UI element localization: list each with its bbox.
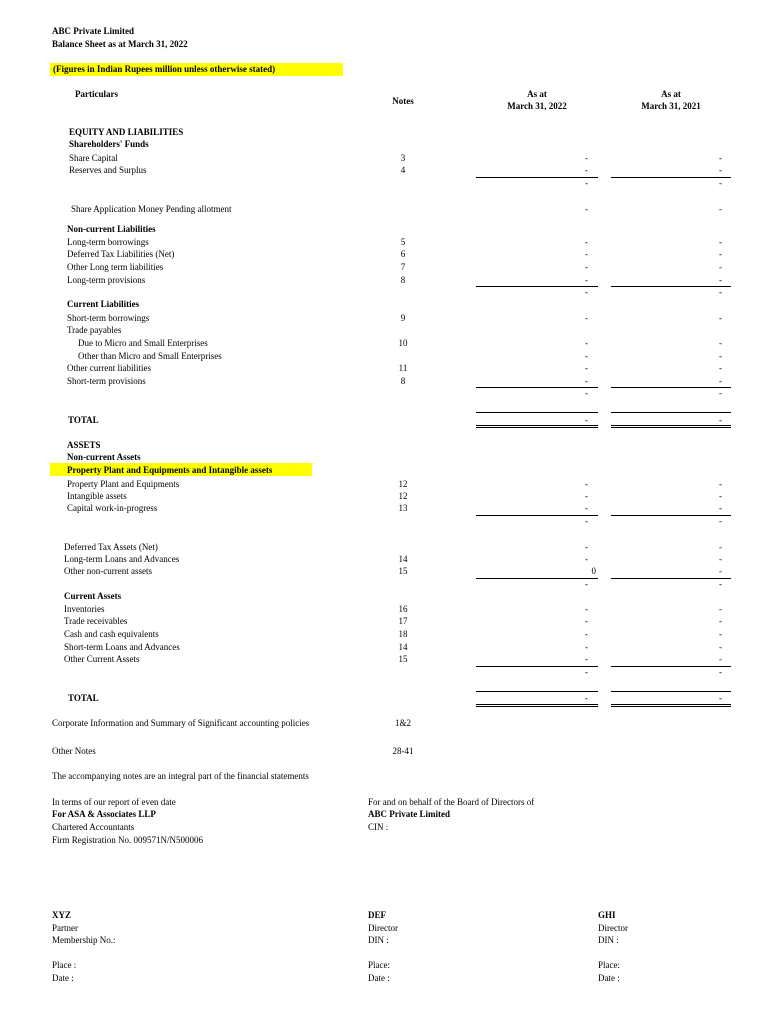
- rule-total-assets-dbl1-2021: [611, 704, 731, 705]
- share-app-money-label: Share Application Money Pending allotment: [71, 204, 232, 214]
- trade-receivables-label: Trade receivables: [64, 616, 128, 626]
- other-lt-liab-label: Other Long term liabilities: [67, 262, 164, 272]
- noncurrent-liabilities-heading: Non-current Liabilities: [67, 224, 156, 234]
- other-notes-note: 28-41: [392, 746, 414, 756]
- col-2022-line2: March 31, 2022: [507, 101, 567, 111]
- rule-total-assets-dbl2-2021: [611, 706, 731, 707]
- signatory-def-name: DEF: [368, 910, 386, 920]
- col-notes: Notes: [392, 96, 414, 106]
- signatory-ghi-id: DIN :: [598, 935, 619, 945]
- rule-total-liab-dbl2-2021: [611, 427, 731, 428]
- share-capital-label: Share Capital: [69, 153, 118, 163]
- auditor-firm: For ASA & Associates LLP: [52, 809, 156, 819]
- shareholders-subtotal-2021: -: [719, 178, 722, 188]
- other-nc-assets-label: Other non-current assets: [64, 566, 152, 576]
- board-statement: For and on behalf of the Board of Directors of: [368, 797, 535, 807]
- deferred-tax-liab-note: 6: [400, 249, 406, 259]
- current-liabilities-heading: Current Liabilities: [67, 299, 140, 309]
- signatory-ghi-place: Place:: [598, 960, 620, 970]
- signatory-def-role: Director: [368, 923, 398, 933]
- cwip-label: Capital work-in-progress: [67, 503, 158, 513]
- current-liab-subtotal-2021: -: [719, 388, 722, 398]
- ppe-subtotal-2022: -: [585, 516, 588, 526]
- total-assets-2021: -: [719, 693, 722, 703]
- other-lt-liab-2021: -: [719, 262, 722, 272]
- signatory-def-place: Place:: [368, 960, 390, 970]
- current-assets-heading: Current Assets: [64, 591, 122, 601]
- st-borrowings-label: Short-term borrowings: [67, 313, 150, 323]
- signatory-ghi-name: GHI: [598, 910, 616, 920]
- trade-payables-label: Trade payables: [67, 325, 122, 335]
- current-assets-subtotal-2022: -: [585, 667, 588, 677]
- due-msme-note: 10: [398, 338, 408, 348]
- signatory-ghi-role: Director: [598, 923, 628, 933]
- col-particulars: Particulars: [75, 89, 118, 99]
- total-assets-2022: -: [585, 693, 588, 703]
- signatory-xyz-place: Place :: [52, 960, 77, 970]
- lt-provisions-label: Long-term provisions: [67, 275, 146, 285]
- deferred-tax-assets-2021: -: [719, 542, 722, 552]
- corp-info-label: Corporate Information and Summary of Significant accounting policies: [52, 718, 310, 728]
- report-reference: In terms of our report of even date: [52, 797, 176, 807]
- rule-total-assets-top-2022: [476, 691, 598, 692]
- other-than-msme-label: Other than Micro and Small Enterprises: [78, 351, 222, 361]
- st-provisions-note: 8: [400, 376, 406, 386]
- figures-note: (Figures in Indian Rupees million unless otherwise stated): [53, 64, 276, 74]
- st-borrowings-note: 9: [400, 313, 406, 323]
- col-2022-line1: As at: [527, 89, 547, 99]
- other-current-liab-label: Other current liabilities: [67, 363, 151, 373]
- inventories-2021: -: [719, 604, 722, 614]
- corp-info-note: 1&2: [394, 718, 411, 728]
- deferred-tax-assets-label: Deferred Tax Assets (Net): [64, 542, 158, 552]
- cin-label: CIN :: [368, 822, 389, 832]
- share-capital-note: 3: [400, 153, 406, 163]
- cash-label: Cash and cash equivalents: [64, 629, 159, 639]
- ppe-2022: -: [585, 479, 588, 489]
- share-app-money-2021: -: [719, 204, 722, 214]
- deferred-tax-liab-label: Deferred Tax Liabilities (Net): [67, 249, 175, 259]
- reserves-2021: -: [719, 165, 722, 175]
- other-current-assets-note: 15: [398, 654, 408, 664]
- company-name: ABC Private Limited: [52, 26, 134, 36]
- share-app-money-2022: -: [585, 204, 588, 214]
- shareholders-funds-heading: Shareholders' Funds: [69, 139, 149, 149]
- lt-loans-2022: -: [585, 554, 588, 564]
- reserves-label: Reserves and Surplus: [69, 165, 147, 175]
- lt-provisions-2021: -: [719, 275, 722, 285]
- st-borrowings-2021: -: [719, 313, 722, 323]
- current-liab-subtotal-2022: -: [585, 388, 588, 398]
- signatory-xyz-id: Membership No.:: [52, 935, 116, 945]
- rule-total-liab-dbl1-2021: [611, 425, 731, 426]
- lt-borrowings-note: 5: [400, 237, 406, 247]
- st-loans-2021: -: [719, 642, 722, 652]
- current-assets-subtotal-2021: -: [719, 667, 722, 677]
- cash-note: 18: [398, 629, 408, 639]
- noncurrent-liab-subtotal-2021: -: [719, 287, 722, 297]
- noncurrent-assets-subtotal-2021: -: [719, 579, 722, 589]
- other-nc-assets-2021: -: [719, 566, 722, 576]
- board-company: ABC Private Limited: [368, 809, 450, 819]
- other-lt-liab-note: 7: [400, 262, 406, 272]
- noncurrent-liab-subtotal-2022: -: [585, 287, 588, 297]
- rule-total-liab-top-2021: [611, 412, 731, 413]
- st-provisions-label: Short-term provisions: [67, 376, 146, 386]
- ppe-heading: Property Plant and Equipments and Intangible assets: [67, 465, 273, 475]
- signatory-ghi-date: Date :: [598, 973, 620, 983]
- intangible-2021: -: [719, 491, 722, 501]
- total-assets-label: TOTAL: [68, 693, 99, 703]
- ppe-subtotal-2021: -: [719, 516, 722, 526]
- st-loans-note: 14: [398, 642, 408, 652]
- col-2021-line1: As at: [661, 89, 681, 99]
- reserves-note: 4: [400, 165, 406, 175]
- lt-provisions-2022: -: [585, 275, 588, 285]
- due-msme-2021: -: [719, 338, 722, 348]
- trade-receivables-2022: -: [585, 616, 588, 626]
- rule-total-assets-dbl1-2022: [476, 704, 598, 705]
- inventories-label: Inventories: [64, 604, 105, 614]
- due-msme-2022: -: [585, 338, 588, 348]
- trade-receivables-note: 17: [398, 616, 408, 626]
- other-current-assets-label: Other Current Assets: [64, 654, 140, 664]
- ppe-note: 12: [398, 479, 408, 489]
- lt-loans-label: Long-term Loans and Advances: [64, 554, 180, 564]
- cwip-2021: -: [719, 503, 722, 513]
- intangible-2022: -: [585, 491, 588, 501]
- inventories-note: 16: [398, 604, 408, 614]
- deferred-tax-assets-2022: -: [585, 542, 588, 552]
- other-than-msme-2022: -: [585, 351, 588, 361]
- st-provisions-2022: -: [585, 376, 588, 386]
- integral-statement: The accompanying notes are an integral part of the financial statements: [52, 771, 309, 781]
- rule-total-assets-dbl2-2022: [476, 706, 598, 707]
- auditor-firm-type: Chartered Accountants: [52, 822, 135, 832]
- lt-loans-note: 14: [398, 554, 408, 564]
- lt-borrowings-2021: -: [719, 237, 722, 247]
- rule-total-liab-top-2022: [476, 412, 598, 413]
- cwip-note: 13: [398, 503, 408, 513]
- ppe-2021: -: [719, 479, 722, 489]
- noncurrent-assets-subtotal-2022: -: [585, 579, 588, 589]
- deferred-tax-liab-2022: -: [585, 249, 588, 259]
- st-loans-2022: -: [585, 642, 588, 652]
- signatory-def-id: DIN :: [368, 935, 389, 945]
- firm-registration: Firm Registration No. 009571N/N500006: [52, 835, 203, 845]
- total-liabilities-2021: -: [719, 415, 722, 425]
- other-current-liab-2022: -: [585, 363, 588, 373]
- signatory-xyz-role: Partner: [52, 923, 78, 933]
- other-lt-liab-2022: -: [585, 262, 588, 272]
- cwip-2022: -: [585, 503, 588, 513]
- lt-loans-2021: -: [719, 554, 722, 564]
- other-current-liab-note: 11: [398, 363, 408, 373]
- trade-receivables-2021: -: [719, 616, 722, 626]
- reserves-2022: -: [585, 165, 588, 175]
- shareholders-subtotal-2022: -: [585, 178, 588, 188]
- other-current-assets-2022: -: [585, 654, 588, 664]
- share-capital-2021: -: [719, 153, 722, 163]
- total-liabilities-2022: -: [585, 415, 588, 425]
- other-current-liab-2021: -: [719, 363, 722, 373]
- other-nc-assets-2022: 0: [591, 566, 596, 576]
- lt-borrowings-label: Long-term borrowings: [67, 237, 149, 247]
- rule-total-assets-top-2021: [611, 691, 731, 692]
- signatory-xyz-name: XYZ: [52, 910, 72, 920]
- col-2021-line2: March 31, 2021: [641, 101, 701, 111]
- other-than-msme-2021: -: [719, 351, 722, 361]
- intangible-note: 12: [398, 491, 408, 501]
- inventories-2022: -: [585, 604, 588, 614]
- cash-2021: -: [719, 629, 722, 639]
- equity-liabilities-heading: EQUITY AND LIABILITIES: [69, 127, 184, 137]
- rule-total-liab-dbl1-2022: [476, 425, 598, 426]
- other-notes-label: Other Notes: [52, 746, 96, 756]
- other-nc-assets-note: 15: [398, 566, 408, 576]
- other-current-assets-2021: -: [719, 654, 722, 664]
- st-loans-label: Short-term Loans and Advances: [64, 642, 180, 652]
- noncurrent-assets-heading: Non-current Assets: [67, 452, 141, 462]
- cash-2022: -: [585, 629, 588, 639]
- lt-borrowings-2022: -: [585, 237, 588, 247]
- lt-provisions-note: 8: [400, 275, 406, 285]
- total-liabilities-label: TOTAL: [68, 415, 99, 425]
- deferred-tax-liab-2021: -: [719, 249, 722, 259]
- st-borrowings-2022: -: [585, 313, 588, 323]
- ppe-label: Property Plant and Equipments: [67, 479, 180, 489]
- rule-total-liab-dbl2-2022: [476, 427, 598, 428]
- st-provisions-2021: -: [719, 376, 722, 386]
- signatory-xyz-date: Date :: [52, 973, 74, 983]
- intangible-label: Intangible assets: [67, 491, 127, 501]
- due-msme-label: Due to Micro and Small Enterprises: [78, 338, 208, 348]
- share-capital-2022: -: [585, 153, 588, 163]
- statement-title: Balance Sheet as at March 31, 2022: [52, 39, 188, 49]
- signatory-def-date: Date :: [368, 973, 390, 983]
- assets-heading: ASSETS: [67, 440, 101, 450]
